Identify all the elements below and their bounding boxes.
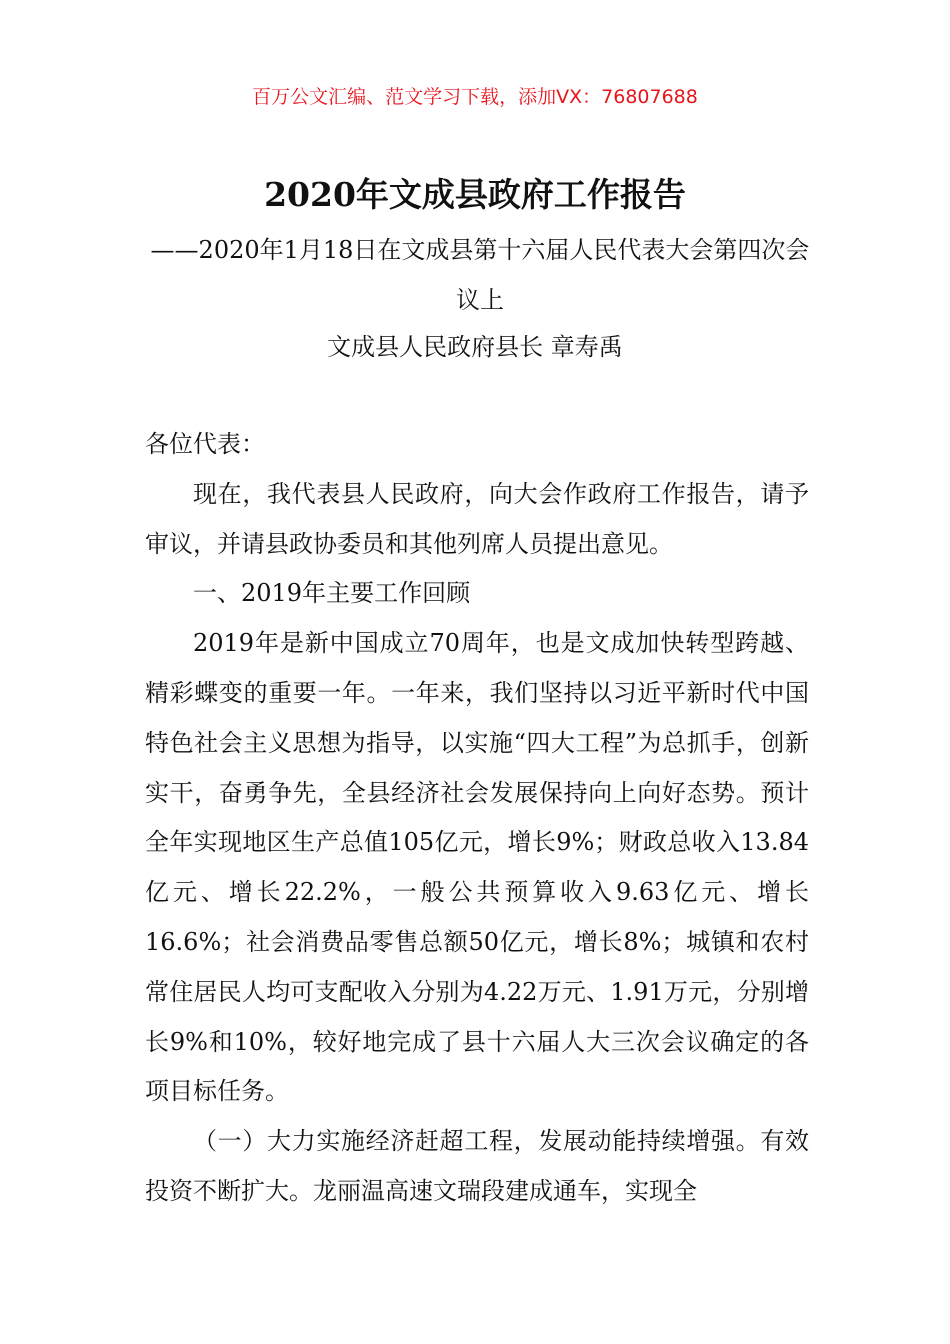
section-heading: 一、2019年主要工作回顾 <box>193 579 471 608</box>
page-title: 2020年文成县政府工作报告 <box>264 175 686 214</box>
download-banner: 百万公文汇编、范文学习下载，添加VX：76807688 <box>252 86 698 108</box>
subtitle: ——2020年1月18日在文成县第十六届人民代表大会第四次会议上 <box>150 236 810 314</box>
salutation: 各位代表： <box>145 430 265 458</box>
intro-paragraph: 现在，我代表县人民政府，向大会作政府工作报告，请予审议，并请县政协委员和其他列席人员提出意见。 <box>145 479 809 558</box>
review-paragraph: 2019年是新中国成立70周年，也是文成加快转型跨越、精彩蝶变的重要一年。一年来，我们坚持以习近平新时代中国特色社会主义思想为指导，以实施“四大工程”为总抓手，创新实干，奋勇争先，全县经济社会发展保持向上向好态势。预计全年实现地区生产总值105亿元，增长9%；财政总收入13.84亿元、增长22.2%，一般公共预算收入9.63亿元、增长16.6%；社会消费品零售总额50亿元，增长8%；城镇和农村常住居民人均可支配收入分别为4.22万元、1.91万元，分别增长9%和10%，较好地完成了县十六届人大三次会议确定的各项目标任务。 <box>145 629 809 1106</box>
report-body <box>145 420 809 1217</box>
author-line: 文成县人民政府县长 章寿禹 <box>327 333 623 361</box>
subsection-paragraph: （一）大力实施经济赶超工程，发展动能持续增强。有效投资不断扩大。龙丽温高速文瑞段建成通车，实现全 <box>145 1127 809 1205</box>
